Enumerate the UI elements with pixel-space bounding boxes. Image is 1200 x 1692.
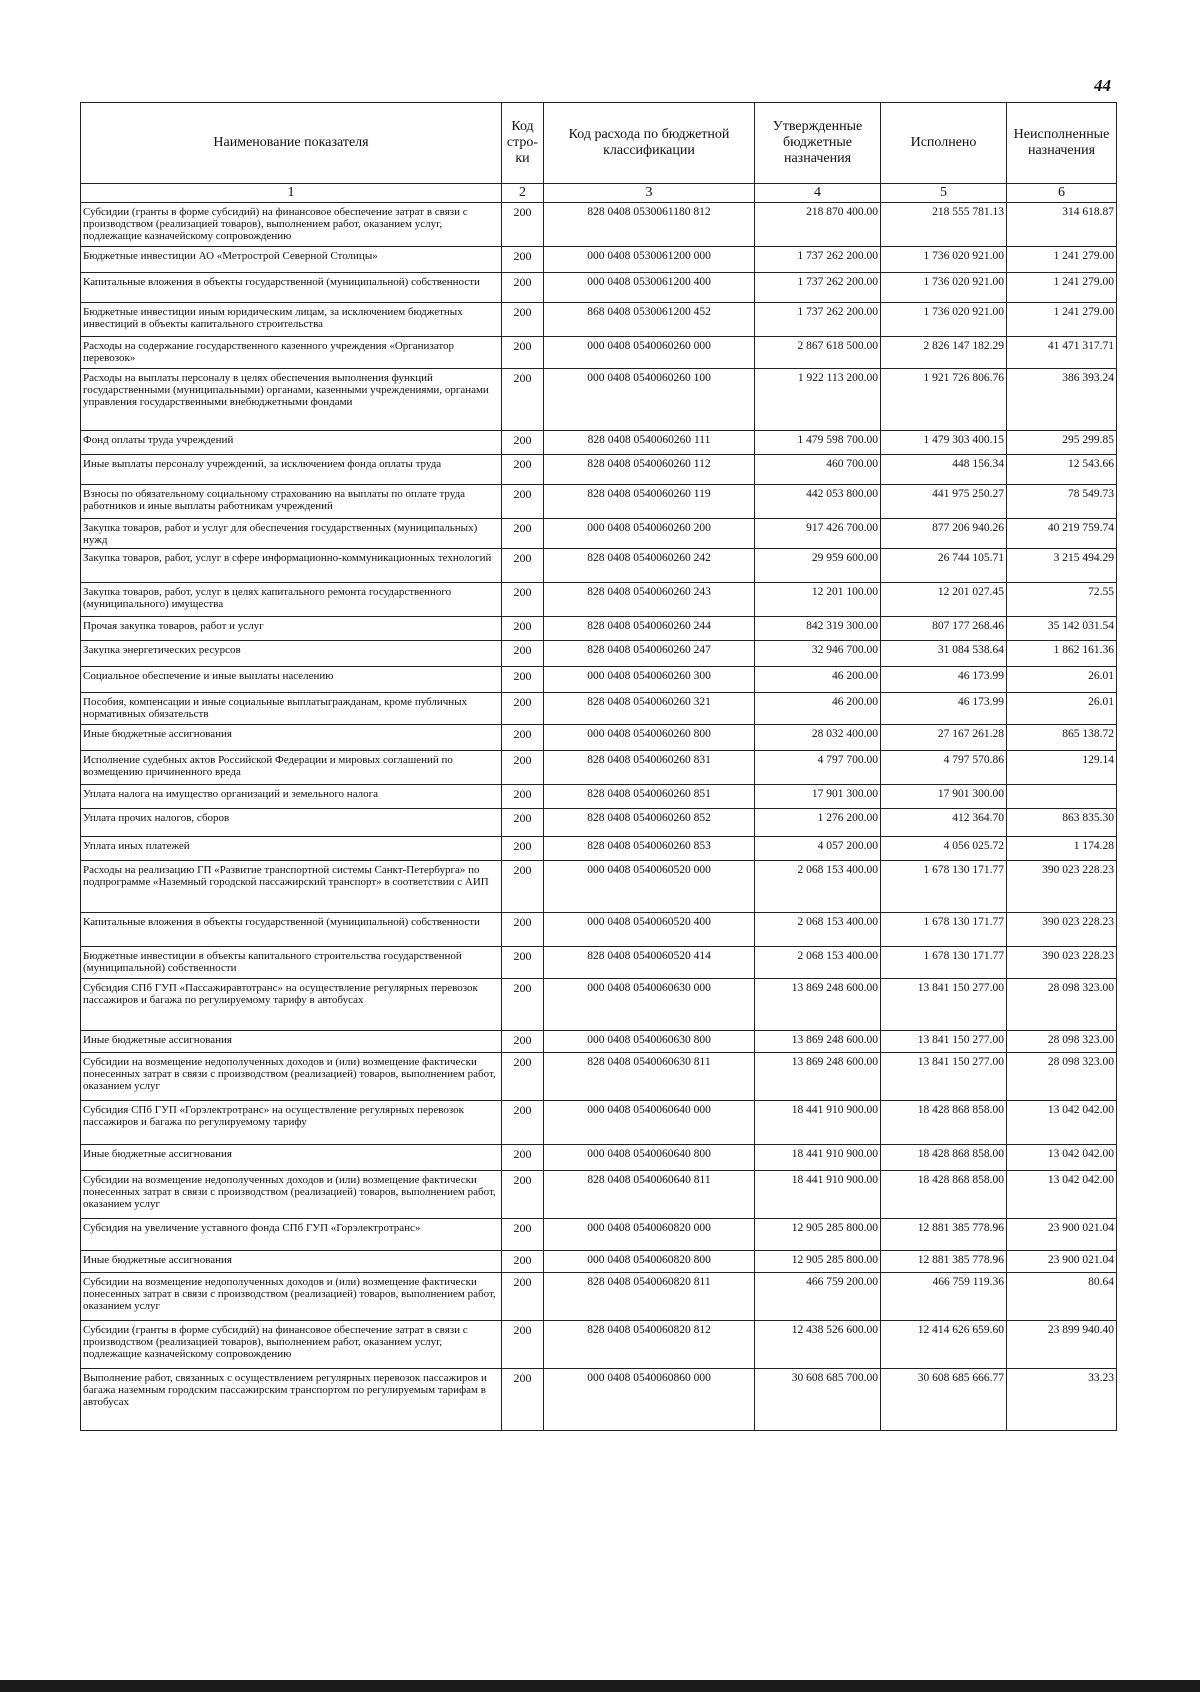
table-row bbox=[81, 1321, 1117, 1369]
indicator-name: Уплата налога на имущество организаций и земельного налога bbox=[81, 785, 502, 809]
executed-amount: 1 736 020 921.00 bbox=[881, 247, 1007, 273]
unexecuted-amount: 295 299.85 bbox=[1007, 431, 1117, 455]
executed-amount: 466 759 119.36 bbox=[881, 1273, 1007, 1321]
executed-amount: 13 841 150 277.00 bbox=[881, 1031, 1007, 1053]
line-code: 200 bbox=[502, 519, 544, 549]
executed-amount: 30 608 685 666.77 bbox=[881, 1369, 1007, 1431]
indicator-name: Субсидии на возмещение недополученных доходов и (или) возмещение фактически понесенных затрат в связи с производством (реализацией) товаров, выполнением работ, оказанием услуг bbox=[81, 1171, 502, 1219]
line-code: 200 bbox=[502, 203, 544, 247]
unexecuted-amount: 26.01 bbox=[1007, 693, 1117, 725]
indicator-name: Субсидии (гранты в форме субсидий) на финансовое обеспечение затрат в связи с производством (реализацией товаров), выполнением работ, оказанием услуг, подлежащие казначейскому сопровождению bbox=[81, 203, 502, 247]
unexecuted-amount bbox=[1007, 785, 1117, 809]
indicator-name: Расходы на реализацию ГП «Развитие транспортной системы Санкт-Петербурга» по подпрограмме «Наземный городской пассажирский транспорт» в соответствии с АИП bbox=[81, 861, 502, 913]
expense-code: 828 0408 0540060260 244 bbox=[544, 617, 755, 641]
executed-amount: 2 826 147 182.29 bbox=[881, 337, 1007, 369]
line-code: 200 bbox=[502, 809, 544, 837]
line-code: 200 bbox=[502, 485, 544, 519]
table-row bbox=[81, 303, 1117, 337]
unexecuted-amount: 1 241 279.00 bbox=[1007, 273, 1117, 303]
line-code: 200 bbox=[502, 1031, 544, 1053]
approved-amount: 28 032 400.00 bbox=[755, 725, 881, 751]
approved-amount: 18 441 910 900.00 bbox=[755, 1145, 881, 1171]
indicator-name: Иные бюджетные ассигнования bbox=[81, 725, 502, 751]
approved-amount: 466 759 200.00 bbox=[755, 1273, 881, 1321]
approved-amount: 1 276 200.00 bbox=[755, 809, 881, 837]
line-code: 200 bbox=[502, 1321, 544, 1369]
table-row bbox=[81, 549, 1117, 583]
executed-amount: 807 177 268.46 bbox=[881, 617, 1007, 641]
expense-code: 828 0408 0540060640 811 bbox=[544, 1171, 755, 1219]
executed-amount: 1 479 303 400.15 bbox=[881, 431, 1007, 455]
table-row bbox=[81, 693, 1117, 725]
line-code: 200 bbox=[502, 431, 544, 455]
approved-amount: 4 057 200.00 bbox=[755, 837, 881, 861]
unexecuted-amount: 23 900 021.04 bbox=[1007, 1219, 1117, 1251]
approved-amount: 32 946 700.00 bbox=[755, 641, 881, 667]
line-code: 200 bbox=[502, 785, 544, 809]
unexecuted-amount: 386 393.24 bbox=[1007, 369, 1117, 431]
executed-amount: 218 555 781.13 bbox=[881, 203, 1007, 247]
unexecuted-amount: 390 023 228.23 bbox=[1007, 947, 1117, 979]
executed-amount: 4 797 570.86 bbox=[881, 751, 1007, 785]
executed-amount: 1 736 020 921.00 bbox=[881, 303, 1007, 337]
line-code: 200 bbox=[502, 725, 544, 751]
approved-amount: 1 737 262 200.00 bbox=[755, 273, 881, 303]
unexecuted-amount: 26.01 bbox=[1007, 667, 1117, 693]
indicator-name: Капитальные вложения в объекты государственной (муниципальной) собственности bbox=[81, 913, 502, 947]
expense-code: 828 0408 0540060260 851 bbox=[544, 785, 755, 809]
unexecuted-amount: 28 098 323.00 bbox=[1007, 1053, 1117, 1101]
indicator-name: Пособия, компенсации и иные социальные выплатыгражданам, кроме публичных нормативных обязательств bbox=[81, 693, 502, 725]
approved-amount: 18 441 910 900.00 bbox=[755, 1101, 881, 1145]
table-row bbox=[81, 1273, 1117, 1321]
table-row bbox=[81, 1369, 1117, 1431]
expense-code: 000 0408 0540060520 000 bbox=[544, 861, 755, 913]
line-code: 200 bbox=[502, 947, 544, 979]
expense-code: 828 0408 0540060820 811 bbox=[544, 1273, 755, 1321]
indicator-name: Иные бюджетные ассигнования bbox=[81, 1251, 502, 1273]
executed-amount: 18 428 868 858.00 bbox=[881, 1101, 1007, 1145]
table-row bbox=[81, 979, 1117, 1031]
indicator-name: Бюджетные инвестиции в объекты капитального строительства государственной (муниципальной) собственности bbox=[81, 947, 502, 979]
table-row bbox=[81, 725, 1117, 751]
unexecuted-amount: 1 241 279.00 bbox=[1007, 247, 1117, 273]
approved-amount: 2 068 153 400.00 bbox=[755, 861, 881, 913]
line-code: 200 bbox=[502, 979, 544, 1031]
executed-amount: 12 881 385 778.96 bbox=[881, 1251, 1007, 1273]
approved-amount: 1 737 262 200.00 bbox=[755, 303, 881, 337]
indicator-name: Исполнение судебных актов Российской Федерации и мировых соглашений по возмещению причиненного вреда bbox=[81, 751, 502, 785]
unexecuted-amount: 390 023 228.23 bbox=[1007, 913, 1117, 947]
column-number-row bbox=[81, 184, 1117, 203]
indicator-name: Субсидии (гранты в форме субсидий) на финансовое обеспечение затрат в связи с производством (реализацией товаров), выполнением работ, оказанием услуг, подлежащие казначейскому сопровождению bbox=[81, 1321, 502, 1369]
table-header-row bbox=[81, 103, 1117, 184]
indicator-name: Расходы на выплаты персоналу в целях обеспечения выполнения функций государственными (муниципальными) органами, казенными учреждениями, органами управления государственными внебюджетными фондами bbox=[81, 369, 502, 431]
unexecuted-amount: 28 098 323.00 bbox=[1007, 979, 1117, 1031]
approved-amount: 917 426 700.00 bbox=[755, 519, 881, 549]
table-row bbox=[81, 751, 1117, 785]
line-code: 200 bbox=[502, 751, 544, 785]
unexecuted-amount: 1 174.28 bbox=[1007, 837, 1117, 861]
unexecuted-amount: 129.14 bbox=[1007, 751, 1117, 785]
expense-code: 828 0408 0540060260 119 bbox=[544, 485, 755, 519]
executed-amount: 18 428 868 858.00 bbox=[881, 1171, 1007, 1219]
expense-code: 828 0408 0540060260 321 bbox=[544, 693, 755, 725]
executed-amount: 1 678 130 171.77 bbox=[881, 947, 1007, 979]
page-number: 44 bbox=[1094, 76, 1111, 95]
scan-bottom-edge bbox=[0, 1680, 1200, 1692]
line-code: 200 bbox=[502, 369, 544, 431]
line-code: 200 bbox=[502, 273, 544, 303]
executed-amount: 412 364.70 bbox=[881, 809, 1007, 837]
column-number: 2 bbox=[502, 184, 544, 203]
expense-code: 828 0408 0530061180 812 bbox=[544, 203, 755, 247]
executed-amount: 17 901 300.00 bbox=[881, 785, 1007, 809]
line-code: 200 bbox=[502, 549, 544, 583]
table-row bbox=[81, 485, 1117, 519]
approved-amount: 442 053 800.00 bbox=[755, 485, 881, 519]
column-number: 5 bbox=[881, 184, 1007, 203]
table-row bbox=[81, 1251, 1117, 1273]
approved-amount: 1 479 598 700.00 bbox=[755, 431, 881, 455]
line-code: 200 bbox=[502, 1053, 544, 1101]
table-row bbox=[81, 809, 1117, 837]
table-row bbox=[81, 369, 1117, 431]
line-code: 200 bbox=[502, 1251, 544, 1273]
table-row bbox=[81, 1053, 1117, 1101]
line-code: 200 bbox=[502, 337, 544, 369]
unexecuted-amount: 12 543.66 bbox=[1007, 455, 1117, 485]
table-row bbox=[81, 1219, 1117, 1251]
approved-amount: 17 901 300.00 bbox=[755, 785, 881, 809]
unexecuted-amount: 72.55 bbox=[1007, 583, 1117, 617]
unexecuted-amount: 863 835.30 bbox=[1007, 809, 1117, 837]
executed-amount: 46 173.99 bbox=[881, 693, 1007, 725]
header-executed: Исполнено bbox=[881, 103, 1007, 184]
header-approved: Утвержденные бюджетные назначения bbox=[755, 103, 881, 184]
executed-amount: 1 736 020 921.00 bbox=[881, 273, 1007, 303]
approved-amount: 2 867 618 500.00 bbox=[755, 337, 881, 369]
line-code: 200 bbox=[502, 1101, 544, 1145]
unexecuted-amount: 78 549.73 bbox=[1007, 485, 1117, 519]
unexecuted-amount: 33.23 bbox=[1007, 1369, 1117, 1431]
unexecuted-amount: 314 618.87 bbox=[1007, 203, 1117, 247]
indicator-name: Закупка товаров, работ, услуг в целях капитального ремонта государственного (муниципального) имущества bbox=[81, 583, 502, 617]
column-number: 6 bbox=[1007, 184, 1117, 203]
unexecuted-amount: 1 241 279.00 bbox=[1007, 303, 1117, 337]
executed-amount: 877 206 940.26 bbox=[881, 519, 1007, 549]
expense-code: 000 0408 0540060260 100 bbox=[544, 369, 755, 431]
table-row bbox=[81, 273, 1117, 303]
approved-amount: 46 200.00 bbox=[755, 667, 881, 693]
executed-amount: 13 841 150 277.00 bbox=[881, 979, 1007, 1031]
indicator-name: Уплата прочих налогов, сборов bbox=[81, 809, 502, 837]
table-row bbox=[81, 337, 1117, 369]
approved-amount: 13 869 248 600.00 bbox=[755, 1031, 881, 1053]
line-code: 200 bbox=[502, 1171, 544, 1219]
approved-amount: 46 200.00 bbox=[755, 693, 881, 725]
unexecuted-amount: 1 862 161.36 bbox=[1007, 641, 1117, 667]
approved-amount: 13 869 248 600.00 bbox=[755, 979, 881, 1031]
indicator-name: Субсидия СПб ГУП «Пассажиравтотранс» на осуществление регулярных перевозок пассажиров и багажа по регулируемому тарифу в автобусах bbox=[81, 979, 502, 1031]
column-number: 1 bbox=[81, 184, 502, 203]
expense-code: 000 0408 0540060860 000 bbox=[544, 1369, 755, 1431]
line-code: 200 bbox=[502, 667, 544, 693]
table-row bbox=[81, 1171, 1117, 1219]
indicator-name: Прочая закупка товаров, работ и услуг bbox=[81, 617, 502, 641]
approved-amount: 842 319 300.00 bbox=[755, 617, 881, 641]
approved-amount: 1 922 113 200.00 bbox=[755, 369, 881, 431]
unexecuted-amount: 3 215 494.29 bbox=[1007, 549, 1117, 583]
expense-code: 828 0408 0540060260 242 bbox=[544, 549, 755, 583]
approved-amount: 18 441 910 900.00 bbox=[755, 1171, 881, 1219]
approved-amount: 13 869 248 600.00 bbox=[755, 1053, 881, 1101]
table-row bbox=[81, 837, 1117, 861]
table-row bbox=[81, 641, 1117, 667]
approved-amount: 2 068 153 400.00 bbox=[755, 913, 881, 947]
indicator-name: Выполнение работ, связанных с осуществлением регулярных перевозок пассажиров и багажа наземным городским пассажирским транспортом по регулируемым тарифам в автобусах bbox=[81, 1369, 502, 1431]
table-row bbox=[81, 861, 1117, 913]
line-code: 200 bbox=[502, 617, 544, 641]
executed-amount: 1 921 726 806.76 bbox=[881, 369, 1007, 431]
expense-code: 000 0408 0530061200 000 bbox=[544, 247, 755, 273]
table-row bbox=[81, 947, 1117, 979]
approved-amount: 2 068 153 400.00 bbox=[755, 947, 881, 979]
unexecuted-amount: 13 042 042.00 bbox=[1007, 1145, 1117, 1171]
unexecuted-amount: 13 042 042.00 bbox=[1007, 1101, 1117, 1145]
executed-amount: 46 173.99 bbox=[881, 667, 1007, 693]
indicator-name: Бюджетные инвестиции иным юридическим лицам, за исключением бюджетных инвестиций в объекты капитального строительства bbox=[81, 303, 502, 337]
executed-amount: 12 414 626 659.60 bbox=[881, 1321, 1007, 1369]
line-code: 200 bbox=[502, 247, 544, 273]
expense-code: 000 0408 0540060640 800 bbox=[544, 1145, 755, 1171]
approved-amount: 1 737 262 200.00 bbox=[755, 247, 881, 273]
approved-amount: 460 700.00 bbox=[755, 455, 881, 485]
expense-code: 828 0408 0540060260 853 bbox=[544, 837, 755, 861]
indicator-name: Бюджетные инвестиции АО «Метрострой Северной Столицы» bbox=[81, 247, 502, 273]
unexecuted-amount: 41 471 317.71 bbox=[1007, 337, 1117, 369]
line-code: 200 bbox=[502, 861, 544, 913]
table-row bbox=[81, 203, 1117, 247]
executed-amount: 27 167 261.28 bbox=[881, 725, 1007, 751]
unexecuted-amount: 80.64 bbox=[1007, 1273, 1117, 1321]
table-row bbox=[81, 667, 1117, 693]
expense-code: 828 0408 0540060260 852 bbox=[544, 809, 755, 837]
unexecuted-amount: 23 900 021.04 bbox=[1007, 1251, 1117, 1273]
executed-amount: 448 156.34 bbox=[881, 455, 1007, 485]
table-row bbox=[81, 455, 1117, 485]
unexecuted-amount: 390 023 228.23 bbox=[1007, 861, 1117, 913]
expense-code: 828 0408 0540060260 111 bbox=[544, 431, 755, 455]
executed-amount: 1 678 130 171.77 bbox=[881, 913, 1007, 947]
budget-execution-table bbox=[80, 102, 1117, 1431]
indicator-name: Уплата иных платежей bbox=[81, 837, 502, 861]
indicator-name: Закупка товаров, работ и услуг для обеспечения государственных (муниципальных) нужд bbox=[81, 519, 502, 549]
indicator-name: Фонд оплаты труда учреждений bbox=[81, 431, 502, 455]
indicator-name: Субсидии на возмещение недополученных доходов и (или) возмещение фактически понесенных затрат в связи с производством (реализацией) товаров, выполнением работ, оказанием услуг bbox=[81, 1053, 502, 1101]
unexecuted-amount: 23 899 940.40 bbox=[1007, 1321, 1117, 1369]
header-line-code: Код стро-ки bbox=[502, 103, 544, 184]
indicator-name: Иные бюджетные ассигнования bbox=[81, 1031, 502, 1053]
expense-code: 868 0408 0530061200 452 bbox=[544, 303, 755, 337]
line-code: 200 bbox=[502, 583, 544, 617]
table-row bbox=[81, 1031, 1117, 1053]
column-number: 3 bbox=[544, 184, 755, 203]
column-number: 4 bbox=[755, 184, 881, 203]
indicator-name: Субсидии на возмещение недополученных доходов и (или) возмещение фактически понесенных затрат в связи с производством (реализацией) товаров, выполнением работ, оказанием услуг bbox=[81, 1273, 502, 1321]
executed-amount: 31 084 538.64 bbox=[881, 641, 1007, 667]
expense-code: 000 0408 0540060820 000 bbox=[544, 1219, 755, 1251]
expense-code: 000 0408 0540060630 800 bbox=[544, 1031, 755, 1053]
unexecuted-amount: 35 142 031.54 bbox=[1007, 617, 1117, 641]
line-code: 200 bbox=[502, 1369, 544, 1431]
indicator-name: Расходы на содержание государственного казенного учреждения «Организатор перевозок» bbox=[81, 337, 502, 369]
expense-code: 000 0408 0540060260 300 bbox=[544, 667, 755, 693]
approved-amount: 12 201 100.00 bbox=[755, 583, 881, 617]
line-code: 200 bbox=[502, 455, 544, 485]
table-body bbox=[81, 203, 1117, 1431]
approved-amount: 12 905 285 800.00 bbox=[755, 1219, 881, 1251]
approved-amount: 12 905 285 800.00 bbox=[755, 1251, 881, 1273]
executed-amount: 441 975 250.27 bbox=[881, 485, 1007, 519]
expense-code: 000 0408 0540060260 000 bbox=[544, 337, 755, 369]
approved-amount: 30 608 685 700.00 bbox=[755, 1369, 881, 1431]
indicator-name: Взносы по обязательному социальному страхованию на выплаты по оплате труда работников и иные выплаты работникам учреждений bbox=[81, 485, 502, 519]
indicator-name: Закупка энергетических ресурсов bbox=[81, 641, 502, 667]
approved-amount: 4 797 700.00 bbox=[755, 751, 881, 785]
header-name: Наименование показателя bbox=[81, 103, 502, 184]
line-code: 200 bbox=[502, 837, 544, 861]
expense-code: 828 0408 0540060260 831 bbox=[544, 751, 755, 785]
approved-amount: 12 438 526 600.00 bbox=[755, 1321, 881, 1369]
approved-amount: 218 870 400.00 bbox=[755, 203, 881, 247]
indicator-name: Иные бюджетные ассигнования bbox=[81, 1145, 502, 1171]
table-row bbox=[81, 1145, 1117, 1171]
header-expense-code: Код расхода по бюджетной классификации bbox=[544, 103, 755, 184]
executed-amount: 18 428 868 858.00 bbox=[881, 1145, 1007, 1171]
executed-amount: 4 056 025.72 bbox=[881, 837, 1007, 861]
expense-code: 828 0408 0540060260 112 bbox=[544, 455, 755, 485]
expense-code: 828 0408 0540060260 247 bbox=[544, 641, 755, 667]
expense-code: 828 0408 0540060630 811 bbox=[544, 1053, 755, 1101]
table-row bbox=[81, 583, 1117, 617]
unexecuted-amount: 28 098 323.00 bbox=[1007, 1031, 1117, 1053]
indicator-name: Иные выплаты персоналу учреждений, за исключением фонда оплаты труда bbox=[81, 455, 502, 485]
expense-code: 828 0408 0540060260 243 bbox=[544, 583, 755, 617]
expense-code: 828 0408 0540060820 812 bbox=[544, 1321, 755, 1369]
indicator-name: Социальное обеспечение и иные выплаты населению bbox=[81, 667, 502, 693]
executed-amount: 13 841 150 277.00 bbox=[881, 1053, 1007, 1101]
table-row bbox=[81, 617, 1117, 641]
expense-code: 828 0408 0540060520 414 bbox=[544, 947, 755, 979]
line-code: 200 bbox=[502, 1145, 544, 1171]
table-row bbox=[81, 785, 1117, 809]
indicator-name: Закупка товаров, работ, услуг в сфере информационно-коммуникационных технологий bbox=[81, 549, 502, 583]
indicator-name: Капитальные вложения в объекты государственной (муниципальной) собственности bbox=[81, 273, 502, 303]
indicator-name: Субсидия на увеличение уставного фонда СПб ГУП «Горэлектротранс» bbox=[81, 1219, 502, 1251]
line-code: 200 bbox=[502, 693, 544, 725]
line-code: 200 bbox=[502, 641, 544, 667]
unexecuted-amount: 13 042 042.00 bbox=[1007, 1171, 1117, 1219]
table-row bbox=[81, 1101, 1117, 1145]
executed-amount: 12 881 385 778.96 bbox=[881, 1219, 1007, 1251]
expense-code: 000 0408 0530061200 400 bbox=[544, 273, 755, 303]
table-row bbox=[81, 431, 1117, 455]
header-unexecuted: Неисполненные назначения bbox=[1007, 103, 1117, 184]
line-code: 200 bbox=[502, 1273, 544, 1321]
expense-code: 000 0408 0540060820 800 bbox=[544, 1251, 755, 1273]
unexecuted-amount: 40 219 759.74 bbox=[1007, 519, 1117, 549]
unexecuted-amount: 865 138.72 bbox=[1007, 725, 1117, 751]
expense-code: 000 0408 0540060630 000 bbox=[544, 979, 755, 1031]
executed-amount: 26 744 105.71 bbox=[881, 549, 1007, 583]
table-row bbox=[81, 913, 1117, 947]
expense-code: 000 0408 0540060640 000 bbox=[544, 1101, 755, 1145]
approved-amount: 29 959 600.00 bbox=[755, 549, 881, 583]
expense-code: 000 0408 0540060260 800 bbox=[544, 725, 755, 751]
expense-code: 000 0408 0540060520 400 bbox=[544, 913, 755, 947]
line-code: 200 bbox=[502, 1219, 544, 1251]
expense-code: 000 0408 0540060260 200 bbox=[544, 519, 755, 549]
table-row bbox=[81, 247, 1117, 273]
executed-amount: 12 201 027.45 bbox=[881, 583, 1007, 617]
indicator-name: Субсидия СПб ГУП «Горэлектротранс» на осуществление регулярных перевозок пассажиров и багажа по регулируемому тарифу bbox=[81, 1101, 502, 1145]
line-code: 200 bbox=[502, 303, 544, 337]
table-row bbox=[81, 519, 1117, 549]
executed-amount: 1 678 130 171.77 bbox=[881, 861, 1007, 913]
line-code: 200 bbox=[502, 913, 544, 947]
